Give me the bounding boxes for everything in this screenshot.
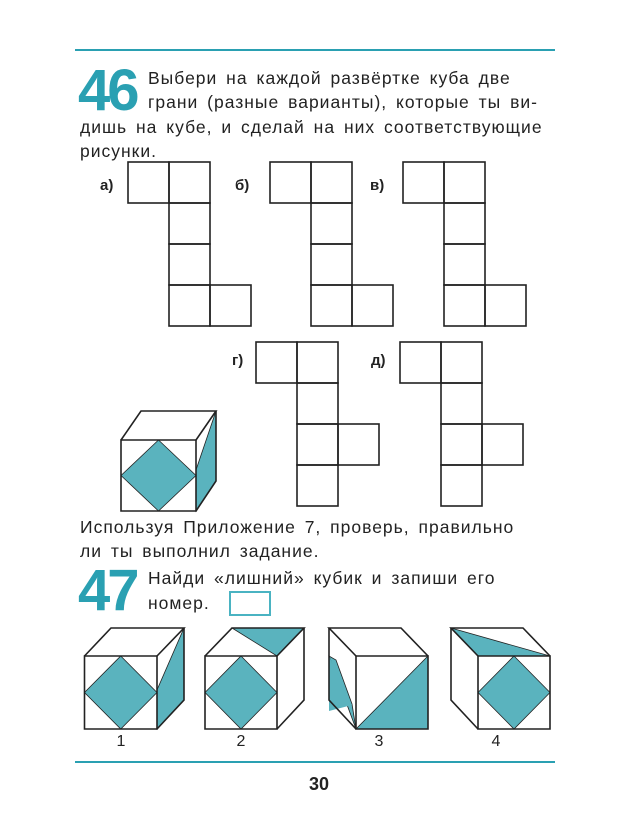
task-47-number: 47: [78, 558, 137, 623]
net-g: [256, 342, 379, 506]
cube-1[interactable]: [85, 628, 185, 729]
net-d-face[interactable]: [441, 342, 482, 383]
cube-label-4: 4: [491, 733, 501, 750]
net-label-a: а): [100, 177, 114, 194]
cube-label-1: 1: [116, 733, 126, 750]
net-a-face[interactable]: [210, 285, 251, 326]
net-b-face[interactable]: [311, 285, 352, 326]
reference-cube: [121, 411, 216, 511]
net-b-face[interactable]: [352, 285, 393, 326]
cube-label-2: 2: [236, 733, 246, 750]
net-a-face[interactable]: [128, 162, 169, 203]
answer-box[interactable]: [229, 591, 271, 616]
net-label-v: в): [370, 177, 385, 194]
net-v-face[interactable]: [444, 244, 485, 285]
net-a-face[interactable]: [169, 162, 210, 203]
cube-2[interactable]: [205, 628, 304, 729]
net-a: [128, 162, 251, 326]
net-d: [400, 342, 523, 506]
cube-label-3: 3: [374, 733, 384, 750]
net-d-face[interactable]: [400, 342, 441, 383]
net-g-face[interactable]: [297, 342, 338, 383]
net-g-face[interactable]: [297, 465, 338, 506]
net-v-face[interactable]: [444, 285, 485, 326]
net-b-face[interactable]: [270, 162, 311, 203]
net-v-face[interactable]: [444, 162, 485, 203]
net-g-face[interactable]: [338, 424, 379, 465]
net-v-face[interactable]: [403, 162, 444, 203]
net-d-face[interactable]: [441, 465, 482, 506]
net-b-face[interactable]: [311, 244, 352, 285]
net-a-face[interactable]: [169, 203, 210, 244]
task-47-line-1: Найди «лишний» кубик и запиши его: [148, 568, 496, 588]
task-46-line-1: Выбери на каждой развёртке куба две: [148, 68, 511, 88]
task-46-line-2: грани (разные варианты), которые ты ви-: [148, 92, 539, 112]
net-a-face[interactable]: [169, 244, 210, 285]
net-b: [270, 162, 393, 326]
net-g-face[interactable]: [297, 424, 338, 465]
net-label-b: б): [235, 177, 250, 194]
net-b-face[interactable]: [311, 203, 352, 244]
task-46-line-4: рисунки.: [80, 141, 157, 161]
net-d-face[interactable]: [441, 424, 482, 465]
net-a-face[interactable]: [169, 285, 210, 326]
net-d-face[interactable]: [482, 424, 523, 465]
net-label-g: г): [232, 352, 244, 369]
net-b-face[interactable]: [311, 162, 352, 203]
task-46-number: 46: [78, 58, 137, 123]
check-line-1: Используя Приложение 7, проверь, правильно: [80, 517, 515, 537]
net-v: [403, 162, 526, 326]
net-v-face[interactable]: [444, 203, 485, 244]
page-number: 30: [308, 774, 330, 794]
task-46-line-3: дишь на кубе, и сделай на них соответствующие: [80, 117, 543, 137]
net-v-face[interactable]: [485, 285, 526, 326]
cube-4[interactable]: [451, 628, 550, 729]
net-label-d: д): [371, 352, 386, 369]
check-line-2: ли ты выполнил задание.: [80, 541, 320, 561]
net-g-face[interactable]: [256, 342, 297, 383]
cube-3[interactable]: [329, 628, 428, 729]
task-47-line-2: номер.: [148, 593, 210, 613]
net-d-face[interactable]: [441, 383, 482, 424]
net-g-face[interactable]: [297, 383, 338, 424]
